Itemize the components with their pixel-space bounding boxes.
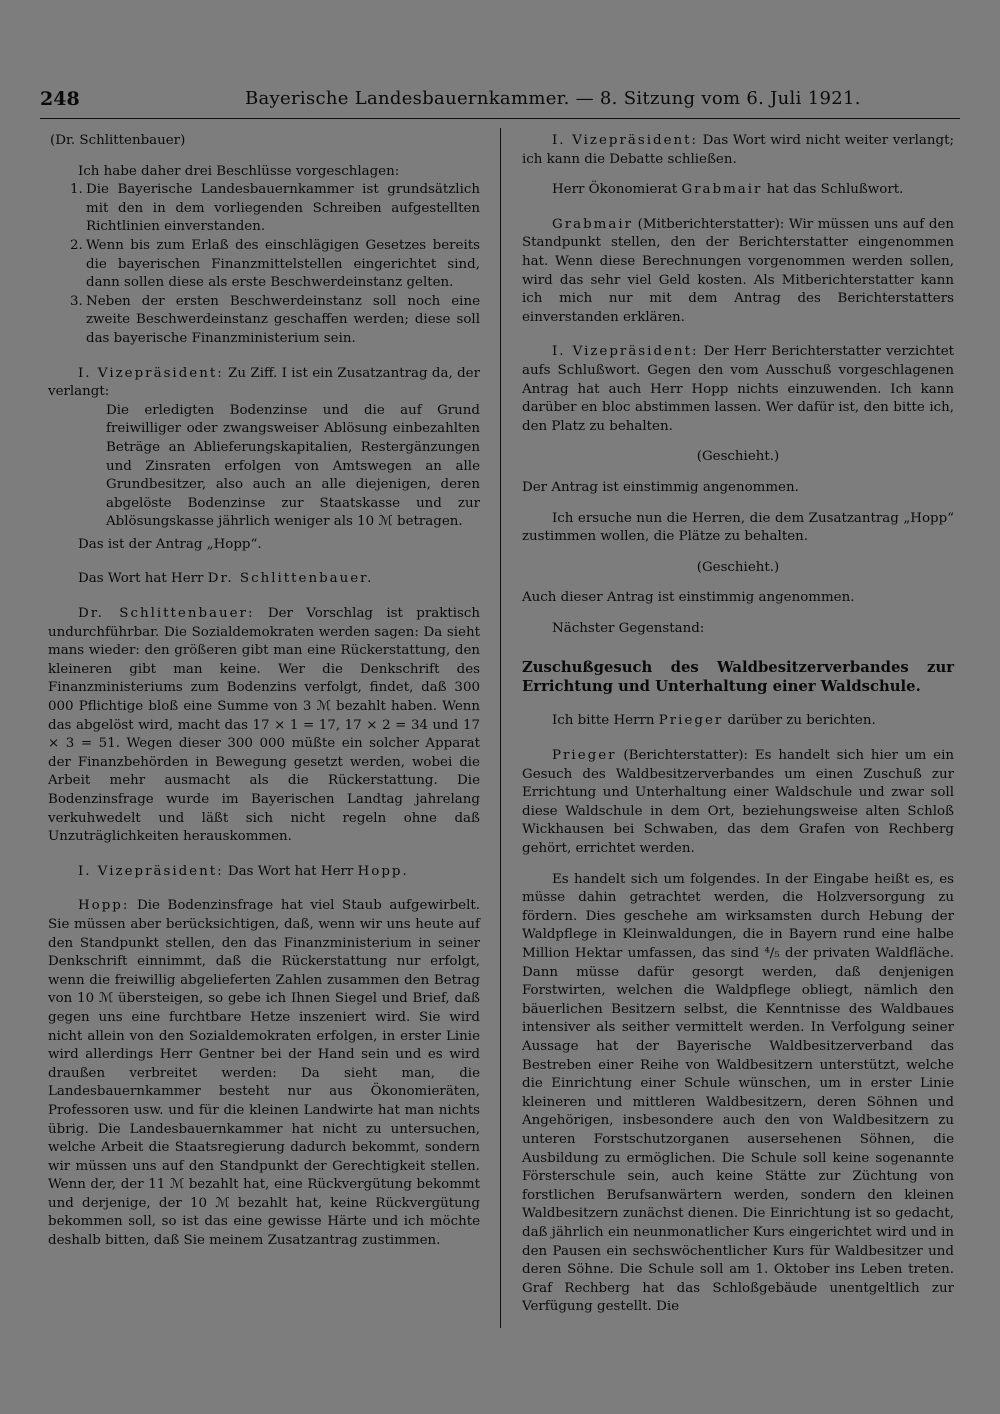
paragraph-text: darüber zu berichten. [723, 713, 876, 729]
column-divider [500, 128, 501, 1328]
paragraph-text: Das Wort hat Herr [78, 571, 208, 587]
paragraph: Auch dieser Antrag ist einstimmig angenommen. [522, 590, 855, 606]
paragraph [522, 712, 954, 731]
list-number: 1. [70, 182, 83, 198]
paragraph: Der Antrag ist einstimmig angenommen. [522, 479, 799, 495]
paragraph [522, 343, 954, 436]
page-number: 248 [40, 88, 80, 110]
stage-direction: (Geschieht.) [696, 559, 780, 575]
paragraph-text: hat das Schlußwort. [762, 182, 904, 198]
speaker-name: Prieger [552, 748, 617, 764]
stage-direction: (Geschieht.) [696, 449, 780, 465]
paragraph [48, 863, 480, 882]
speaker-name: Hopp: [78, 898, 130, 914]
resolution-list [48, 181, 480, 348]
right-column [522, 132, 954, 1317]
paragraph [48, 897, 480, 1250]
paragraph [522, 132, 954, 169]
paragraph: Das ist der Antrag „Hopp“. [78, 536, 262, 552]
paragraph-text: (Berichterstatter): Es handelt sich hier um ein Gesuch des Waldbesitzerverbandes um einen Zuschuß zur Errichtung und Unterhaltung einer Waldschule und zwar soll diese Waldschule in dem Ort, beziehungsweise alten Schloß Wickhausen bei Schwaben, das dem Grafen von Rechberg gehört, errichtet werden. [522, 748, 954, 857]
paragraph-text: Der Herr Berichterstatter verzichtet aufs Schlußwort. Gegen den vom Ausschuß vorgeschlagenen Antrag hat auch Herr Hopp nichts einzuwenden. Ich kann darüber en bloc abstimmen lassen. Wer dafür ist, den bitte ich, den Platz zu behalten. [522, 344, 955, 434]
speaker-name: I. Vizepräsident: [78, 863, 224, 879]
paragraph: Ich ersuche nun die Herren, die dem Zusatzantrag „Hopp“ zustimmen wollen, die Plätze zu behalten. [522, 510, 954, 545]
paragraph [522, 216, 954, 328]
list-text: Die Bayerische Landesbauernkammer ist grundsätzlich mit den in dem vorliegenden Schreiben aufgestellten Richtlinien einverstanden. [86, 182, 480, 235]
list-text: Neben der ersten Beschwerdeinstanz soll noch eine zweite Beschwerdeinstanz geschaffen werden; diese soll das bayerische Finanzministerium sein. [86, 293, 480, 346]
paragraph-text: Herr Ökonomierat [552, 182, 682, 198]
paragraph [522, 181, 954, 200]
paragraph: Es handelt sich um folgendes. In der Eingabe heißt es, es müsse dahin getrachtet werden, die Holzversorgung zu fördern. Dies geschehe am wirksamsten durch Hebung der Waldpflege in Kleinwaldungen, die in Bayern rund eine halbe Million Hektar umfassen, das sind ⁴/₅ der privaten Waldfläche. Dann müsse dafür gesorgt werden, daß denjenigen Forstwirten, welchen die Waldpflege obliegt, nämlich den bäuerlichen Besitzern selbst, die Kenntnisse des Waldbaues intensiver als seither vermittelt werden. In Verfolgung seiner Aussage hat der Bayerische Waldbesitzerverband das Bestreben einer Reihe von Waldbesitzern unterstützt, welche die Einrichtung einer Schule wünschen, um in erster Linie kleineren und mittleren Waldbesitzern, deren Söhnen und Angehörigen, insbesondere auch den von Waldbesitzern zu unteren Forstschutzorganen ausersehenen Söhnen, die Ausbildung zu ermöglichen. Die Schule soll keine sogenannte Försterschule sein, auch keine Stätte zur Züchtung von forstlichen Berufsanwärtern werden, sondern den kleinen Waldbesitzern zunächst dienen. Die Einrichtung ist so gedacht, daß jährlich ein neunmonatlicher Kurs eingerichtet wird und in den Pausen ein sechswöchentlicher Kurs für Waldbesitzer und deren Söhne. Die Schule soll am 1. Oktober ins Leben treten. Graf Rechberg hat das Schloßgebäude unentgeltlich zur Verfügung gestellt. Die [522, 871, 954, 1315]
speaker-name: Dr. Schlittenbauer: [78, 606, 255, 622]
intro-paragraph: Ich habe daher drei Beschlüsse vorgeschlagen: [78, 163, 400, 179]
speaker-name: I. Vizepräsident: [552, 344, 699, 360]
section-heading: Zuschußgesuch des Waldbesitzerverbandes zur Errichtung und Unterhaltung einer Waldschule. [522, 659, 954, 696]
paragraph-text: (Mitberichterstatter): Wir müssen uns auf den Standpunkt stellen, den der Berichterstatter eingenommen hat. Wenn diese Berechnungen vorgenommen werden sollen, wird das sehr viel Geld kosten. Als Mitberichterstatter kann ich mich nur mit dem Antrag des Berichterstatters einverstanden erklären. [522, 216, 954, 325]
speaker-tag: (Dr. Schlittenbauer) [50, 133, 186, 148]
list-text: Wenn bis zum Erlaß des einschlägigen Gesetzes bereits die bayerischen Finanzmittelstellen eingerichtet sind, dann sollen diese als erste Beschwerdeinstanz gelten. [86, 237, 480, 291]
speaker-name: Prieger [658, 713, 724, 729]
speaker-name: I. Vizepräsident: [78, 365, 224, 381]
speaker-name: I. Vizepräsident: [552, 133, 699, 148]
list-number: 3. [70, 293, 83, 309]
paragraph-text: Die Bodenzinsfrage hat viel Staub aufgewirbelt. Sie müssen aber berücksichtigen, daß, wenn wir uns heute auf den Standpunkt stellen, den das Finanzministerium in seiner Denkschrift einnimmt, daß die Rückerstattung nur erfolgt, wenn die freiwillig abgelieferten Zahlen zusammen den Betrag von 10 ℳ übersteigen, so gebe ich Ihnen Siegel und Brief, daß gegen uns eine furchtbare Hetze inszeniert wird. Sie wird nicht allein von den Sozialdemokraten erfolgen, in erster Linie wird allerdings Herr Gentner bei der Hand sein und es wird draußen verbreitet werden: Da sieht man, die Landesbauernkammer besteht nur aus Ökonomieräten, Professoren usw. und für die kleinen Landwirte hat man nichts übrig. Die Landesbauernkammer hat nicht zu untersuchen, welche Arbeit die Staatsregierung dadurch bekommt, sondern wir müssen uns auf den Standpunkt der Gerechtigkeit stellen. Wenn der, der 11 ℳ bezahlt hat, eine Rückvergütung bekommt und derjenige, der 10 ℳ bezahlt hat, keine Rückvergütung bekommen soll, so ist das eine gewisse Härte und ich möchte deshalb bitten, daß Sie meinem Zusatzantrag zustimmen. [48, 898, 480, 1249]
paragraph-text: Zu Ziff. I ist ein Zusatzantrag da, der verlangt: [48, 365, 480, 400]
paragraph-text: Das Wort hat Herr [223, 863, 358, 879]
speaker-name: Grabmair [681, 182, 763, 198]
list-number: 2. [70, 237, 83, 253]
paragraph [522, 747, 954, 859]
paragraph: Nächster Gegenstand: [552, 620, 705, 636]
quoted-motion: Die erledigten Bodenzinse und die auf Grund freiwilliger oder zwangsweiser Ablösung einbezahlten Beträge an Ablieferungskapitalien, Restergänzungen und Zinsraten erfolgen von Amtswegen an alle Grundbesitzer, also auch an alle diejenigen, deren abgelöste Bodenzinse zur Staatskasse und zur Ablösungskasse jährlich weniger als 10 ℳ betragen. [106, 402, 480, 530]
paragraph [48, 365, 480, 402]
speaker-name: Dr. Schlittenbauer. [207, 571, 374, 587]
list-item [48, 293, 480, 349]
left-column [48, 132, 480, 1251]
paragraph-text: Der Vorschlag ist praktisch undurchführbar. Die Sozialdemokraten werden sagen: Da sieht mans wieder: den größeren gibt man eine Rückerstattung, den kleineren gibt man keine. Wer die Denkschrift des Finanzministeriums zum Bodenzins verfolgt, findet, daß 300 000 Pflichtige bloß eine Summe von 3 ℳ bezahlt haben. Wenn das abgelöst wird, macht das 17 × 1 = 17, 17 × 2 = 34 und 17 × 3 = 51. Wegen dieser 300 000 müßte ein solcher Apparat der Finanzbehörden in Bewegung gesetzt werden, wobei die Arbeit mehr ausmacht als die Rückerstattung. Die Bodenzinsfrage wurde im Bayerischen Landtag jahrelang verkuhwedelt und läßt sich nicht regeln ohne daß Unzuträglichkeiten herauskommen. [48, 606, 480, 845]
paragraph [48, 605, 480, 847]
paragraph [48, 570, 480, 589]
speaker-name: Grabmair [552, 216, 634, 232]
list-item [48, 237, 480, 293]
page-header [40, 88, 960, 120]
paragraph-text: Das Wort wird nicht weiter verlangt; ich kann die Debatte schließen. [522, 133, 955, 167]
running-title: Bayerische Landesbauernkammer. — 8. Sitzung vom 6. Juli 1921. [245, 88, 861, 109]
paragraph-text: Ich bitte Herrn [552, 713, 659, 729]
speaker-name: Hopp. [357, 863, 409, 879]
list-item [48, 181, 480, 237]
header-rule [40, 118, 960, 119]
